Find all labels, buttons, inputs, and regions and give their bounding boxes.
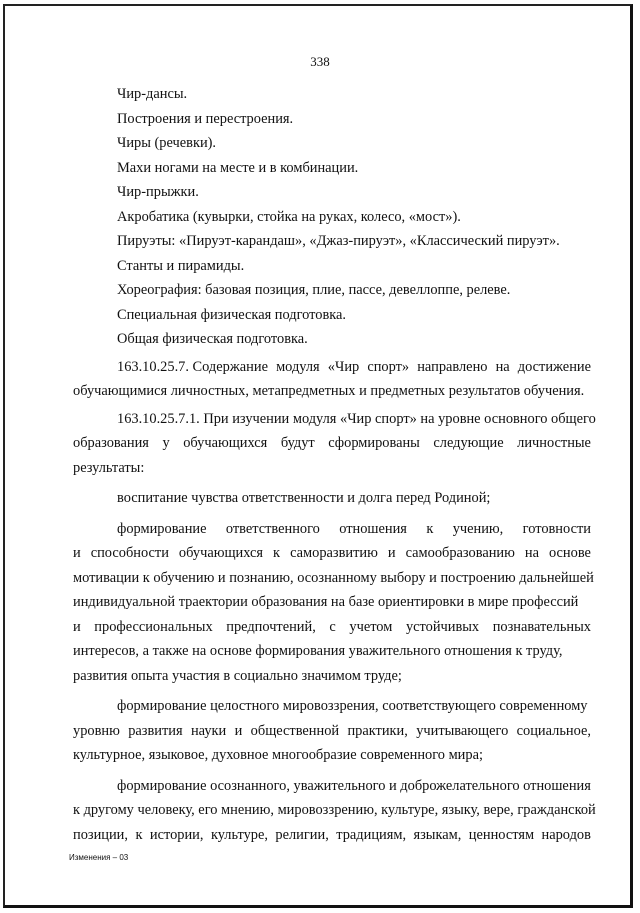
paragraph-163-10-25-7 (73, 355, 591, 404)
word: и (73, 545, 81, 561)
result-item (73, 694, 591, 768)
paragraph-line: формирование осознанного, уважительного и доброжелательного отношения (117, 777, 591, 794)
paragraph-line: культурное, языковое, духовное многообразие современного мира; (73, 747, 483, 763)
word: у (162, 435, 170, 451)
word: традициям, (336, 826, 407, 843)
word: учетом (349, 618, 393, 635)
word: устойчивых (405, 618, 480, 635)
list-item: Построения и перестроения. (117, 110, 294, 127)
list-item: Пируэты: «Пируэт-карандаш», «Джаз-пируэт», «Классический пируэт». (117, 233, 560, 249)
paragraph-line (73, 719, 591, 744)
result-item: воспитание чувства ответственности и долга перед Родиной; (117, 490, 491, 506)
word: и (73, 618, 81, 635)
word: профессиональных (94, 618, 213, 635)
word: познавательных (492, 618, 591, 635)
paragraph-line (73, 431, 591, 456)
footer-revision: Изменения – 03 (69, 853, 129, 862)
paragraph-line (73, 823, 591, 848)
word: уровню (73, 722, 120, 739)
word: социальное, (516, 722, 591, 739)
word: спорт» (367, 358, 410, 375)
word: к (135, 826, 143, 843)
word: народов (541, 826, 591, 843)
result-item (73, 774, 596, 848)
word: направлено (417, 358, 488, 375)
word: с (329, 618, 336, 635)
paragraph-line (73, 615, 591, 640)
word: религии, (275, 826, 329, 843)
paragraph-line: обучающимися личностных, метапредметных и предметных результатов обучения. (73, 383, 585, 399)
word: общественной (250, 722, 340, 739)
list-item: Чиры (речевки). (117, 135, 217, 151)
word: способности (90, 545, 169, 561)
page-number: 338 (310, 54, 330, 69)
word: к (426, 520, 434, 537)
word: ценностям (468, 826, 535, 843)
word: 163.10.25.7. Содержание (117, 358, 268, 375)
word: на (524, 545, 539, 561)
list-item: Махи ногами на месте и в комбинации. (117, 159, 359, 176)
word: науки (190, 722, 227, 739)
word: культуре, (210, 826, 268, 843)
paragraph-line: индивидуальной траектории образования на базе ориентировки в мире профессий (73, 594, 579, 610)
word: модуля (276, 358, 320, 375)
word: саморазвитию (290, 545, 378, 561)
paragraph-line: 163.10.25.7.1. При изучении модуля «Чир спорт» на уровне основного общего (117, 410, 596, 427)
list-item: Акробатика (кувырки, стойка на руках, колесо, «мост»). (117, 208, 461, 225)
list-item: Чир-дансы. (117, 86, 188, 102)
word: достижение (517, 358, 591, 375)
paragraph-line (73, 541, 591, 566)
word: отношения (339, 520, 407, 537)
word: «Чир (327, 358, 360, 375)
list-item: Станты и пирамиды. (117, 257, 245, 274)
word: учитывающего (416, 722, 509, 739)
paragraph-line: мотивации к обучению и познанию, осознанному выбору и построению дальнейшей (73, 569, 594, 586)
word: развития (128, 722, 183, 739)
list-item: Общая физическая подготовка. (117, 331, 308, 347)
paragraph-163-10-25-7-1 (73, 407, 596, 481)
word: сформированы (328, 435, 420, 451)
word: самообразованию (405, 545, 515, 561)
paragraph-line: интересов, а также на основе формирования уважительного отношения к труду, (73, 643, 563, 659)
word: практики, (347, 722, 408, 739)
word: на (495, 358, 510, 375)
word: к (273, 545, 281, 561)
word: формирование (117, 520, 207, 537)
result-item (73, 517, 594, 689)
list-item: Хореография: базовая позиция, плие, пассе, девеллоппе, релеве. (117, 282, 511, 298)
word: позиции, (73, 826, 128, 843)
word: обучающихся (183, 435, 268, 451)
word: личностные (517, 435, 591, 451)
paragraph-line (73, 517, 591, 542)
word: основе (548, 545, 591, 561)
word: образования (73, 435, 149, 451)
paragraph-line: результаты: (73, 459, 145, 476)
word: истории, (149, 826, 204, 843)
word: обучающихся (178, 545, 264, 561)
word: предпочтений, (226, 618, 316, 635)
list-item: Чир-прыжки. (117, 184, 199, 200)
word: следующие (433, 435, 504, 451)
word: языкам, (413, 826, 462, 843)
word: и (387, 545, 396, 561)
word: будут (280, 435, 315, 451)
document-body (73, 82, 596, 847)
word: и (234, 722, 243, 739)
paragraph-line: к другому человеку, его мнению, мировоззрению, культуре, языку, вере, гражданской (73, 802, 596, 818)
paragraph-line (73, 355, 591, 380)
list-item: Специальная физическая подготовка. (117, 306, 347, 323)
paragraph-line: формирование целостного мировоззрения, соответствующего современному (117, 698, 588, 714)
word: готовности (522, 520, 591, 537)
word: учению, (452, 520, 504, 537)
word: ответственного (225, 520, 320, 537)
paragraph-line: развития опыта участия в социально значимом труде; (73, 667, 402, 684)
